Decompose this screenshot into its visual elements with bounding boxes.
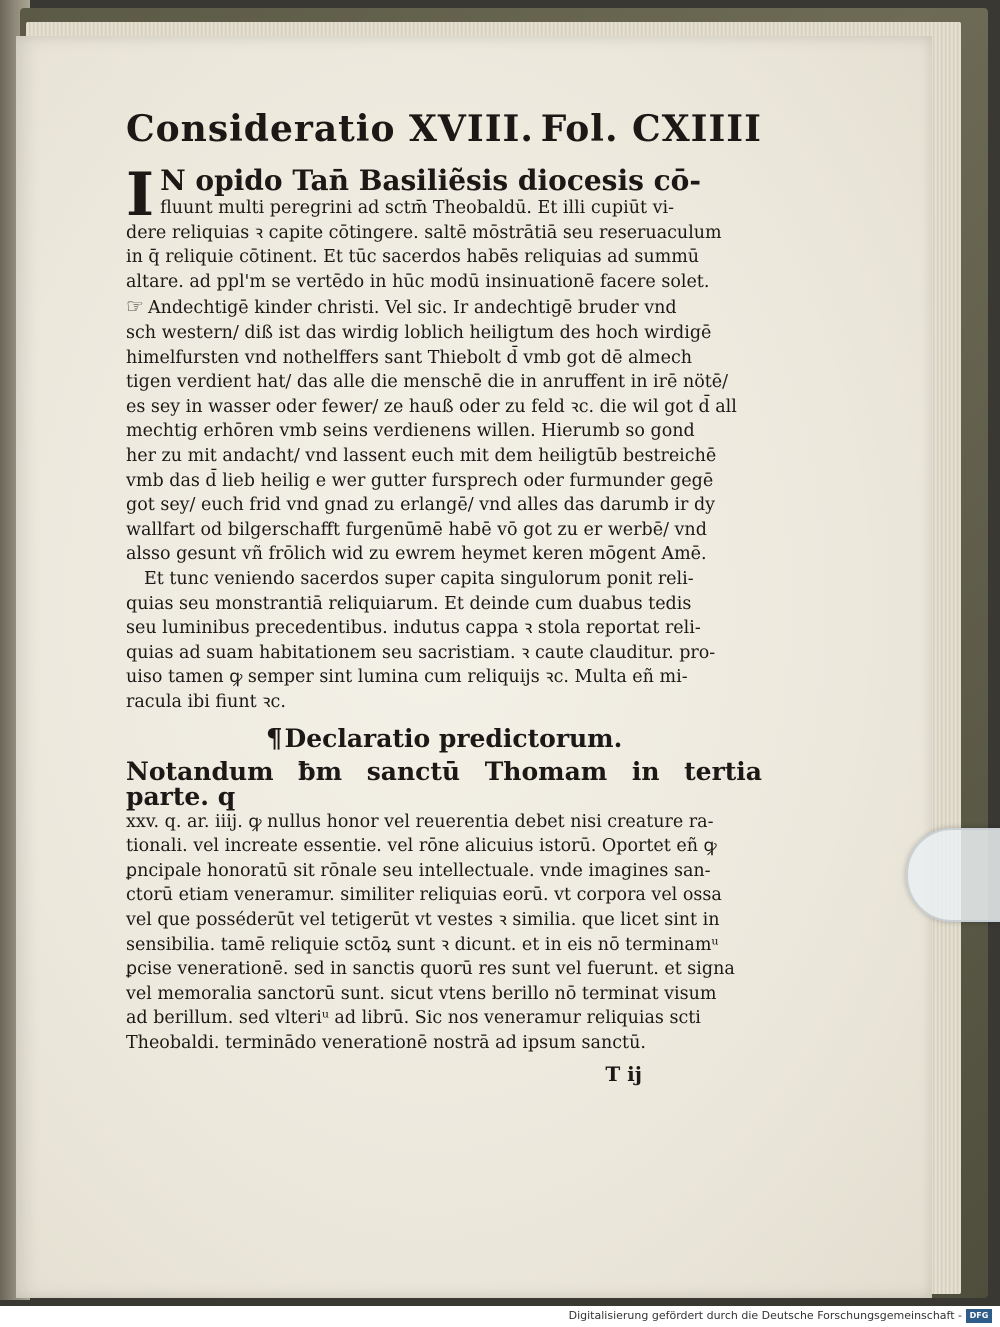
german-line: mechtig erhōren vmb seins verdienens willen. Hierumb so gond [126, 421, 695, 442]
latin-line: Et tunc veniendo sacerdos super capita singulorum ponit reli- [144, 568, 694, 589]
running-head-folio: Fol. CXIIII [540, 108, 762, 150]
german-line: vmb das d̄ lieb heilig e wer gutter fursprech oder furmunder gegē [126, 470, 714, 491]
german-line: Andechtigē kinder christi. Vel sic. Ir andechtigē bruder vnd [147, 298, 677, 319]
dfg-logo: DFG [966, 1309, 992, 1323]
page-text-block [126, 100, 762, 1086]
german-line: wallfart od bilgerschafft furgenūmē habē vō got zu er werbē/ vnd [126, 519, 707, 540]
german-paragraph [126, 294, 762, 567]
german-line: sch western/ diß ist das wirdig loblich heiligtum des hoch wirdigē [126, 322, 712, 343]
latin-line: racula ibi fiunt ꝛc. [126, 691, 286, 712]
running-head [126, 100, 762, 158]
german-line: alsso gesunt vñ frōlich wid zu ewrem heymet keren mōgent Amē. [126, 544, 707, 565]
running-head-left: Consideratio XVIII. [126, 108, 534, 150]
opening-paragraph [126, 160, 762, 294]
declaratio-line: ctorū etiam veneramur. similiter reliquias eorū. vt corpora vel ossa [126, 885, 722, 906]
declaratio-line: tionali. vel increate essentie. vel rōne alicuius istorū. Oportet eñ ꝙ [126, 836, 717, 857]
latin-line: uiso tamen ꝙ semper sint lumina cum reliquijs ꝛc. Multa eñ mi- [126, 667, 688, 688]
section-heading [266, 722, 762, 756]
opening-line: altare. ad ppl'm se vertēdo in hūc modū insinuationē facere solet. [126, 271, 710, 292]
latin-line: seu luminibus precedentibus. indutus cappa ꝛ stola reportat reli- [126, 618, 701, 639]
german-line: her zu mit andacht/ vnd lassent euch mit dem heiligtūb bestreichē [126, 445, 717, 466]
opening-line: dere reliquias ꝛ capite cōtingere. saltē mōstrātiā seu reseruaculum [126, 222, 722, 243]
decorated-initial: I [126, 160, 155, 230]
footer-credit: Digitalisierung gefördert durch die Deutsche Forschungsgemeinschaft - [568, 1309, 962, 1322]
german-line: himelfursten vnd nothelffers sant Thiebolt d̄ vmb got dē almech [126, 347, 693, 368]
pilcrow-icon: ¶ [266, 724, 283, 755]
declaratio-line: ad berillum. sed vlteriᵘ ad librū. Sic nos veneramur reliquias scti [126, 1008, 701, 1029]
opening-first-line: N opido Tan̄ Basiliẽsis diocesis cō- [160, 164, 701, 197]
declaratio-line: ꝑcise venerationē. sed in sanctis quorū res sunt vel fuerunt. et signa [126, 959, 735, 980]
pointing-hand-icon: ☞ [126, 294, 144, 319]
latin-line: quias seu monstrantiā reliquiarum. Et deinde cum duabus tedis [126, 593, 692, 614]
page-tab-marker [906, 828, 1000, 922]
opening-line: in q̄ reliquie cōtinent. Et tūc sacerdos habēs reliquias ad summū [126, 247, 700, 268]
german-line: es sey in wasser oder fewer/ ze hauß oder zu feld ꝛc. die wil got d̄ all [126, 396, 737, 417]
latin-line: quias ad suam habitationem seu sacristiam. ꝛ caute clauditur. pro- [126, 642, 716, 663]
declaratio-paragraph [126, 757, 762, 1055]
latin-paragraph [126, 567, 762, 715]
german-line: tigen verdient hat/ das alle die menschē die in anruffent in irē nötē/ [126, 372, 729, 393]
german-line: got sey/ euch frid vnd gnad zu erlangē/ vnd alles das darumb ir dy [126, 495, 716, 516]
section-heading-text: Declaratio predictorum. [284, 724, 623, 754]
opening-line: fluunt multi peregrini ad sctm̄ Theobaldū. Et illi cupiūt vi- [160, 198, 674, 218]
signature-mark: T ij [605, 1061, 642, 1086]
declaratio-line: sensibilia. tamē reliquie sctōꝝ sunt ꝛ dicunt. et in eis nō terminamᵘ [126, 934, 719, 955]
declaratio-line: vel memoralia sanctorū sunt. sicut vtens berillo nō terminat visum [126, 983, 717, 1004]
declaratio-first-line: Notandum ƀm sanctū Thomam in tertia parte. q [126, 757, 762, 812]
declaratio-line: xxv. q. ar. iiij. ꝙ nullus honor vel reuerentia debet nisi creature ra- [126, 811, 714, 832]
declaratio-line: vel que posséderūt vel tetigerūt vt vestes ꝛ similia. que licet sint in [126, 910, 720, 931]
footer-bar [0, 1306, 1000, 1327]
declaratio-line: ꝑncipale honoratū sit rōnale seu intellectuale. vnde imagines san- [126, 860, 711, 881]
declaratio-line: Theobaldi. terminādo venerationē nostrā ad ipsum sanctū. [126, 1033, 646, 1053]
